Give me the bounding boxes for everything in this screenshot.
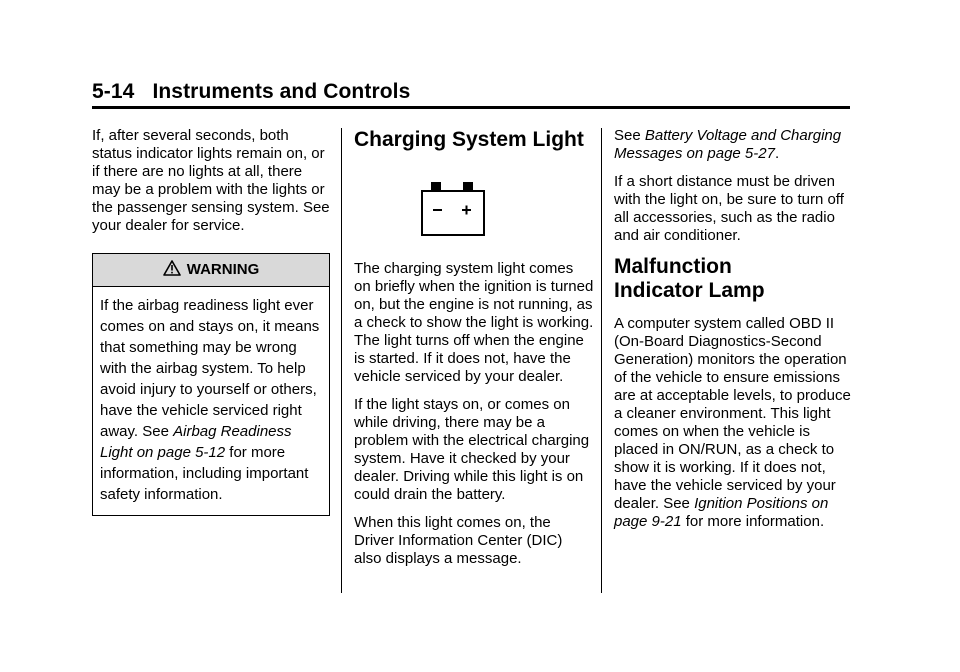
page-header: [92, 80, 410, 104]
charging-paragraph-3: When this light comes on, the Driver Information Center (DIC) also displays a message.: [354, 514, 563, 567]
short-distance-paragraph: If a short distance must be driven with the light on, be sure to turn off all accessories, such as the radio and air conditioner.: [614, 173, 844, 244]
ignition-positions-link[interactable]: Ignition Positions on page 9‑21: [614, 495, 829, 530]
column-3: [614, 127, 854, 541]
warning-triangle-icon: [163, 260, 181, 281]
column-2: [354, 128, 594, 578]
page-number: 5-14: [92, 80, 135, 103]
warning-box: [92, 253, 330, 516]
column-1: [92, 127, 332, 516]
charging-system-title: Charging System Light: [354, 128, 584, 151]
column-divider-2: [601, 128, 602, 593]
obd-text-end: for more information.: [681, 513, 825, 530]
malfunction-title-line1: Malfunction: [614, 255, 732, 278]
warning-link[interactable]: Airbag Readiness Light on page 5‑12: [100, 423, 292, 461]
warning-header: [93, 254, 329, 287]
charging-paragraph-1: The charging system light comes on briefly when the ignition is turned on, but the engine is not running, as a check to show the light is working. The light turns off when the engine is started. If it does not, have the vehicle serviced by your dealer.: [354, 260, 594, 385]
malfunction-title-line2: Indicator Lamp: [614, 279, 765, 302]
warning-text-end: for more information, including important safety information.: [100, 444, 309, 503]
see-battery-paragraph: [614, 127, 854, 163]
see-prefix: See: [614, 127, 645, 144]
warning-label: WARNING: [186, 261, 260, 278]
battery-messages-link[interactable]: Battery Voltage and Charging Messages on page 5‑27: [614, 127, 842, 162]
charging-paragraph-2: If the light stays on, or comes on while driving, there may be a problem with the electrical charging system. Have it checked by your dealer. Driving while this light is on could drain the battery.: [354, 396, 590, 503]
header-rule: [92, 106, 850, 109]
column-divider-1: [341, 128, 342, 593]
battery-icon: [421, 182, 485, 236]
obd-paragraph: [614, 315, 854, 531]
obd-text: A computer system called OBD II (On‑Board Diagnostics‑Second Generation) monitors the operation of the vehicle to ensure emissions are at acceptable levels, to produce a cleaner environment. This light comes on when the vehicle is placed in ON/RUN, as a check to show it is working. If it does not, have the vehicle serviced by your dealer. See: [614, 315, 851, 512]
intro-paragraph: If, after several seconds, both status indicator lights remain on, or if there are no lights at all, there may be a problem with the lights or the passenger sensing system. See your dealer for service.: [92, 127, 330, 234]
malfunction-title: [614, 255, 854, 303]
warning-text: If the airbag readiness light ever comes on and stays on, it means that something may be wrong with the airbag system. To help avoid injury to yourself or others, have the vehicle serviced right away. See: [100, 297, 320, 440]
warning-body: [93, 287, 329, 515]
see-suffix: .: [774, 145, 780, 162]
section-title: Instruments and Controls: [152, 80, 411, 103]
